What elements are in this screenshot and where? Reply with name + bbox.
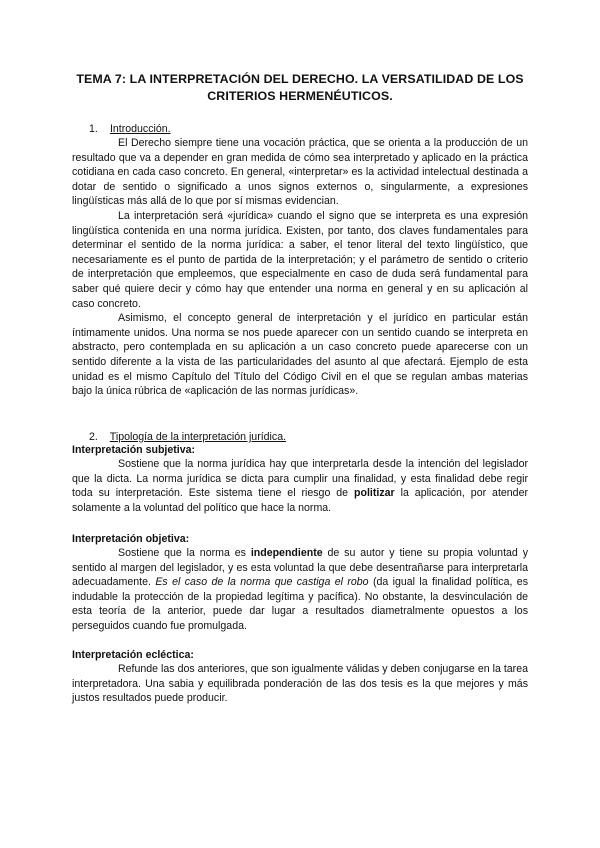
subjetiva-text-a: Sostiene que la norma jurídica hay que interpretarla desde la intención del legislador que la dicta. La norma jurídica se dicta para cumplir una finalidad, y esta finalidad debe regir toda su interpretación. Este sistema tiene el riesgo de <box>72 458 528 500</box>
document-title: TEMA 7: LA INTERPRETACIÓN DEL DERECHO. LA VERSATILIDAD DE LOS CRITERIOS HERMENÉUTICOS. <box>76 72 524 103</box>
objetiva-text-a: Sostiene que la norma es <box>118 547 251 559</box>
subjetiva-bold: politizar <box>354 487 395 500</box>
section-1-title: Introducción. <box>109 123 171 135</box>
eclectica-text: Refunde las dos anteriores, que son igualmente válidas y deben conjugarse en la tarea interpretadora. Una sabia y equilibrada ponderación de las dos tesis es la que mejores y más justos resultados puede producir. <box>72 663 528 705</box>
section-2-heading <box>89 430 286 444</box>
section-2-title: Tipología de la interpretación jurídica. <box>109 431 287 443</box>
section-1-number: 1. <box>89 123 98 135</box>
objetiva-bold: independiente <box>250 547 323 559</box>
subheading-subjetiva: Interpretación subjetiva: <box>72 444 196 456</box>
objetiva-text-c: (da igual la finalidad política, es indudable la protección de la propiedad legítima y pacífica). No obstante, la desvinculación de esta teoría de la anterior, puede dar lugar a resultados diametralmente opuestos a los perseguidos cuando fue promulgada. <box>72 576 528 632</box>
subjetiva-text-b: la aplicación, por atender solamente a la voluntad del político que hace la norma. <box>72 487 528 514</box>
paragraph-intro-3: Asimismo, el concepto general de interpretación y el jurídico en particular están íntimamente unidos. Una norma se nos puede aparecer con un sentido cuando se interpreta en abstracto, pero contemplada en su aplicación a un caso concreto puede aparecerse con un sentido diferente a la vista de las particularidades del asunto al que afectará. Ejemplo de esta unidad es el mismo Capítulo del Título del Código Civil en el que se regulan ambas materias bajo la única rúbrica de «aplicación de las normas jurídicas». <box>72 312 528 398</box>
paragraph-intro-1: El Derecho siempre tiene una vocación práctica, que se orienta a la producción de un resultado que va a depender en gran medida de cómo sea interpretado y aplicado en la práctica cotidiana en cada caso concreto. En general, «interpretar» es la actividad intelectual destinada a dotar de sentido o significado a unos signos externos o, singularmente, a expresiones lingüísticas más allá de lo que por sí mismas evidencian. <box>72 137 528 208</box>
paragraph-eclectica <box>72 662 528 706</box>
subheading-objetiva: Interpretación objetiva: <box>72 533 190 545</box>
objetiva-text-b: de su autor y tiene su propia voluntad y sentido al margen del legislador, y es esta voluntad la que debe desentrañarse para interpretarla adecuadamente. <box>72 547 528 589</box>
paragraph-objetiva <box>72 546 528 634</box>
paragraph-intro-2: La interpretación será «jurídica» cuando el signo que se interpreta es una expresión lingüística contenida en una norma jurídica. Existen, por tanto, dos claves fundamentales para determinar el sentido de la norma jurídica: a saber, el tenor literal del texto lingüístico, que necesariamente es el punto de partida de la interpretación; y el parámetro de sentido o criterio de interpretación que empleemos, que especialmente en caso de duda será fundamental para saber qué quiere decir y cómo hay que entender una norma en general y en su aplicación al caso concreto. <box>72 209 528 310</box>
paragraph-subjetiva <box>72 457 528 515</box>
section-2-number: 2. <box>89 431 98 443</box>
objetiva-italic: Es el caso de la norma que castiga el robo <box>155 576 369 589</box>
section-1-body <box>72 136 528 399</box>
subheading-eclectica: Interpretación ecléctica: <box>72 649 194 661</box>
section-1-heading <box>89 122 171 136</box>
